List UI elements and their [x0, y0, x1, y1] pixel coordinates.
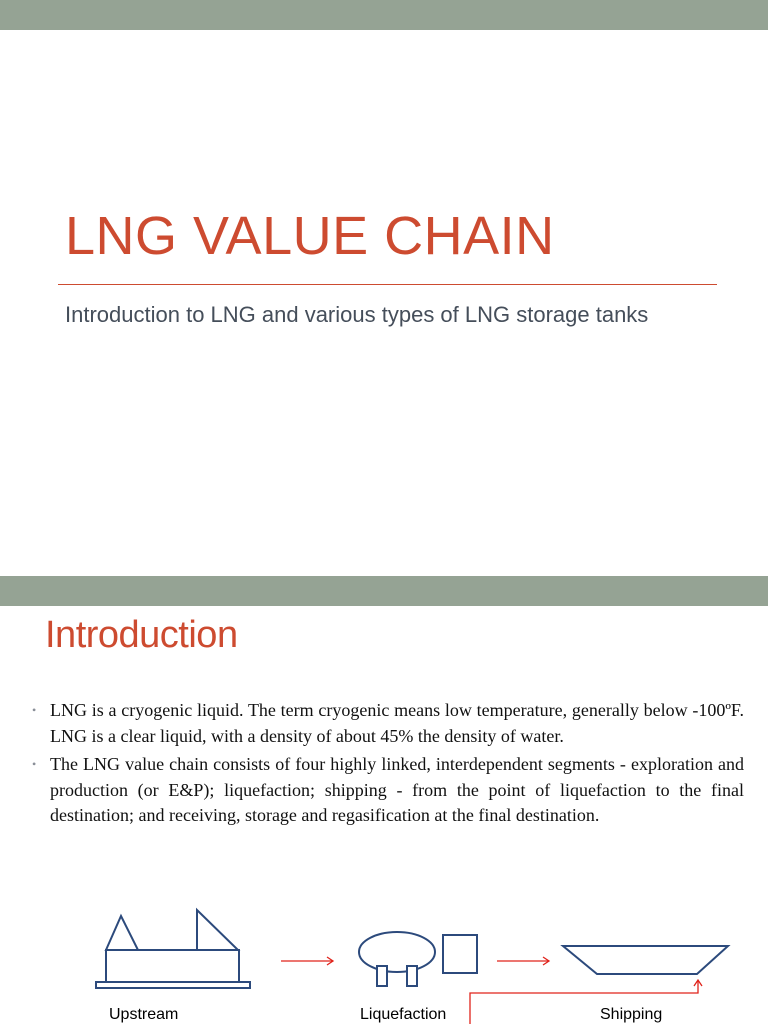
arrow-icon — [497, 957, 549, 965]
title-divider — [58, 284, 717, 285]
bullet-text: LNG is a cryogenic liquid. The term cryogenic means low temperature, generally below -100ºF. LNG is a clear liquid, with a density of about 45% the density of water. — [50, 700, 744, 746]
slide-title: LNG VALUE CHAIN — [65, 206, 555, 266]
stage-label-liquefaction: Liquefaction — [360, 1006, 447, 1023]
slide-subtitle: Introduction to LNG and various types of LNG storage tanks — [65, 302, 649, 327]
bullet-text: The LNG value chain consists of four highly linked, interdependent segments - exploration and production (or E&P); liquefaction; shipping - from the point of liquefaction to the final destination; and receiving, storage and regasification at the final destination. — [50, 754, 744, 825]
slide-separator-banner — [0, 576, 768, 606]
upstream-platform-icon — [96, 910, 250, 988]
value-chain-diagram — [0, 895, 768, 1024]
return-arrow-icon — [470, 980, 702, 1024]
top-banner — [0, 0, 768, 30]
bullet-item — [32, 752, 744, 829]
bullet-icon: • — [32, 703, 37, 717]
stage-label-upstream: Upstream — [109, 1006, 179, 1023]
liquefaction-plant-icon — [359, 932, 477, 986]
stage-label-shipping: Shipping — [600, 1006, 663, 1023]
section-title: Introduction — [45, 614, 238, 656]
bullet-list — [32, 698, 744, 832]
arrow-icon — [281, 957, 333, 965]
bullet-item — [32, 698, 744, 749]
bullet-icon: • — [32, 757, 37, 771]
lng-ship-icon — [563, 946, 728, 974]
